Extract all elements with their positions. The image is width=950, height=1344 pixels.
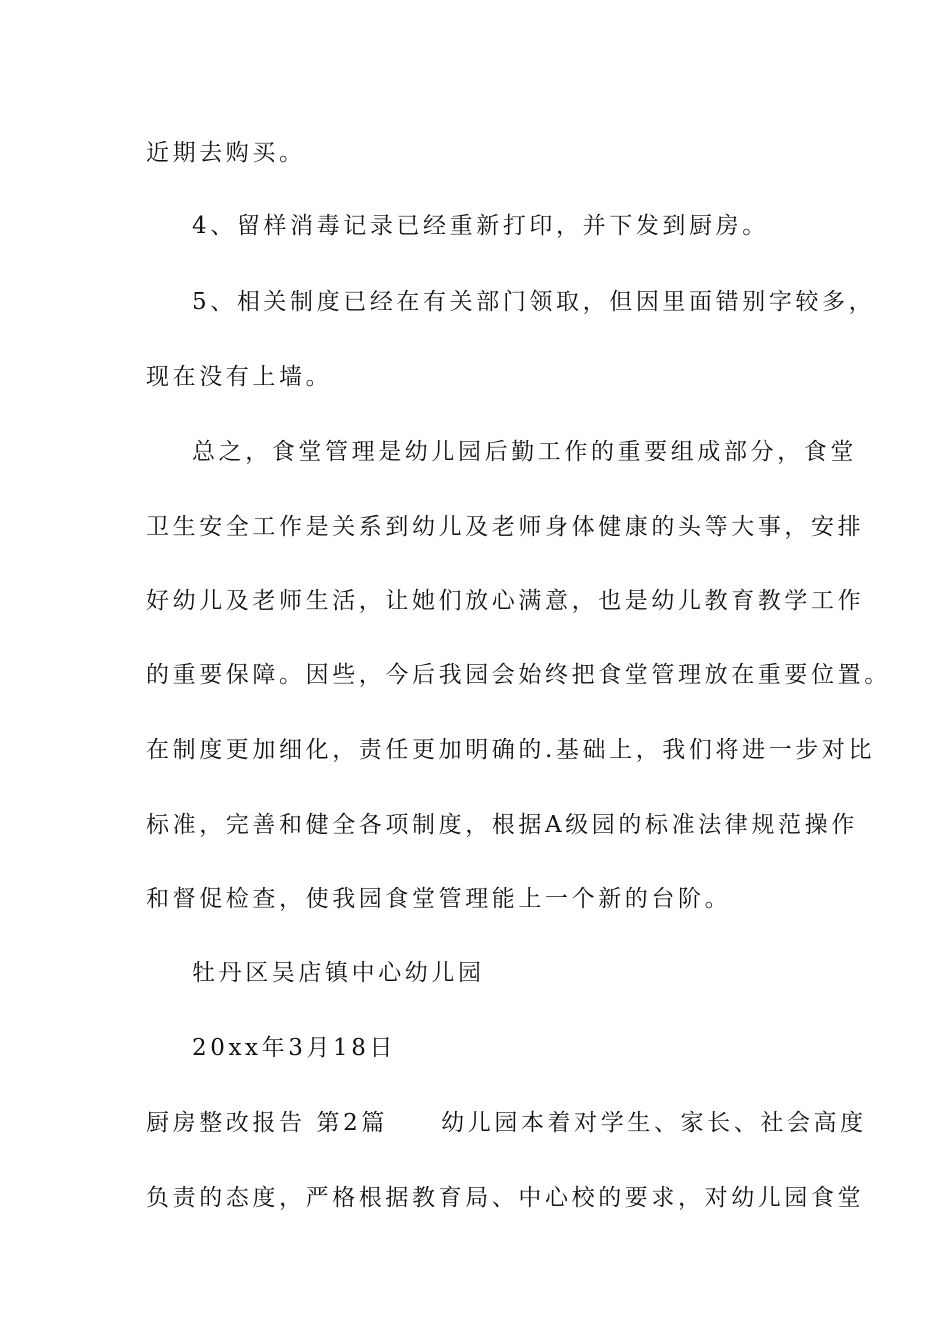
- paragraph-start: 总之，食堂管理是幼儿园后勤工作的重要组成部分，食堂: [192, 439, 857, 465]
- text-line: 在制度更加细化，责任更加明确的.基础上，我们将进一步对比: [146, 737, 876, 763]
- signature-org: 牡丹区吴店镇中心幼儿园: [192, 960, 485, 986]
- text-line: 近期去购买。: [146, 140, 306, 166]
- section-heading-line: 厨房整改报告 第2篇 幼儿园本着对学生、家长、社会高度: [146, 1110, 867, 1136]
- list-item: 4、留样消毒记录已经重新打印，并下发到厨房。: [192, 213, 769, 239]
- text-line: 的重要保障。因些，今后我园会始终把食堂管理放在重要位置。: [146, 662, 891, 688]
- text-line: 卫生安全工作是关系到幼儿及老师身体健康的头等大事，安排: [146, 514, 865, 540]
- text-line: 好幼儿及老师生活，让她们放心满意，也是幼儿教育教学工作: [146, 588, 865, 614]
- text-line: 负责的态度，严格根据教育局、中心校的要求，对幼儿园食堂: [146, 1185, 865, 1211]
- signature-date: 20xx年3月18日: [192, 1035, 397, 1061]
- list-item: 5、相关制度已经在有关部门领取，但因里面错别字较多，: [192, 289, 876, 315]
- text-line: 现在没有上墙。: [146, 364, 333, 390]
- text-line: 标准，完善和健全各项制度，根据A级园的标准法律规范操作: [146, 812, 858, 838]
- text-line: 和督促检查，使我园食堂管理能上一个新的台阶。: [146, 886, 732, 912]
